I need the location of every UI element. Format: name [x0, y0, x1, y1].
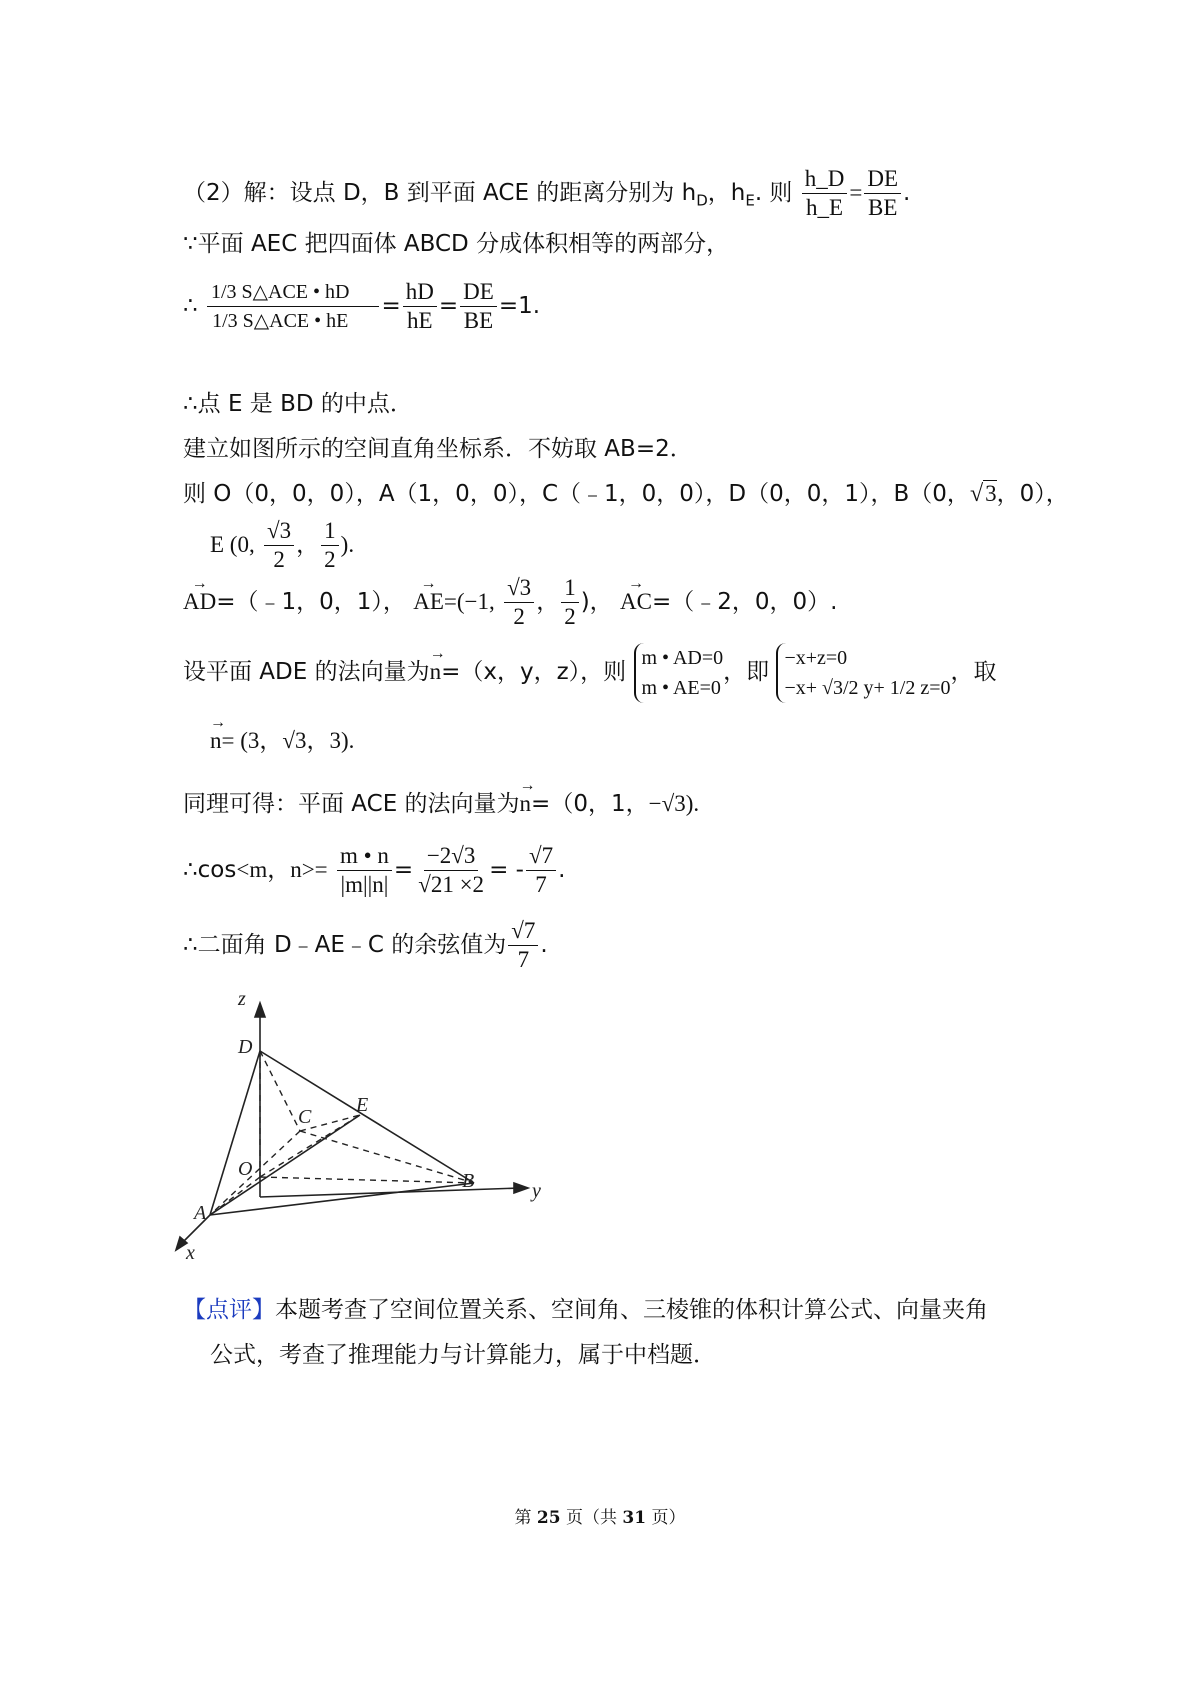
e-z-coord: $\frac{1}{2}$: [321, 517, 339, 574]
line-normal-ace: 同理可得：平面 ACE 的法向量为→ n=（0，1，−√3).: [183, 788, 699, 820]
line-coordinate-system: 建立如图所示的空间直角坐标系．不妨取 AB=2．: [183, 436, 693, 462]
comment-line-1: 【点评】本题考查了空间位置关系、空间角、三棱锥的体积计算公式、向量夹角: [183, 1297, 988, 1323]
line-normal-ade: 设平面 ADE 的法向量为→ n=（x，y，z），则 m • AD=0 m • AE=0 ，即 −x+z=0 −x+ √3/2 y+ 1/2 z=0 ，取: [183, 632, 997, 712]
line-cosine: ∴cos<m，n>= $\frac{m • n}{|m||n|}$ = $\frac{-2√3}{√21 \times 2}$ = - $\frac{√7}{7}$ .: [183, 843, 566, 897]
ratio-hd-he-2: $\frac{hD}{hE}$: [403, 278, 437, 335]
comment-tag: 【点评】: [183, 1297, 275, 1323]
line-midpoint: ∴点 E 是 BD 的中点．: [183, 391, 413, 417]
label-c: C: [298, 1106, 312, 1128]
system-equations: −x+z=0 −x+ √3/2 y+ 1/2 z=0: [776, 643, 950, 703]
line-volume-ratio: ∴ $\frac{\text{1/3 S△ACE • hD}}{\text{1/3 S△ACE • hE}}$ = $\frac{hD}{hE}$ = $\frac{DE}{BE}$ =1.: [183, 279, 541, 333]
label-x: x: [186, 1242, 195, 1264]
cos-value-fraction: $\frac{-2√3}{√21 \times 2}$: [418, 843, 485, 897]
label-o: O: [238, 1158, 253, 1180]
label-z: z: [238, 988, 246, 1010]
z-axis-arrow: [255, 1003, 265, 1017]
ratio-hd-he: $\frac{h\_D}{h\_E}$: [802, 165, 848, 222]
line-normal-value: → n= (3，√3，3).: [210, 725, 354, 757]
edge-db: [260, 1051, 474, 1183]
ae-y-coord: $\frac{√3}{2}$: [504, 574, 534, 631]
cos-fraction: $\frac{m • n}{|m||n|}$: [337, 842, 392, 899]
edge-da: [210, 1051, 260, 1215]
dihedral-fraction: $\frac{√7}{7}$: [508, 917, 538, 974]
line-solution-intro: （2）解：设点 D，B 到平面 ACE 的距离分别为 $h_D$，$h_E$. 则 $\frac{h\_D}{h\_E}$ = $\frac{DE}{BE}$ .: [183, 166, 911, 220]
page-footer: 第 25 页（共 31 页）: [514, 1508, 686, 1528]
line-point-e: E (0, $\frac{√3}{2}$ ， $\frac{1}{2}$ ).: [210, 518, 355, 572]
tetrahedron-figure: [170, 985, 590, 1265]
line-dihedral: ∴二面角 D﹣AE﹣C 的余弦值为 $\frac{√7}{7}$ .: [183, 918, 548, 972]
comment-line-2: 公式，考查了推理能力与计算能力，属于中档题．: [210, 1342, 716, 1368]
e-y-coord: $\frac{√3}{2}$: [264, 517, 294, 574]
line-points: 则 O（0，0，0），A（1，0，0），C（﹣1，0，0），D（0，0，1），B（0，√3，0），: [183, 481, 1069, 507]
system-dot-products: m • AD=0 m • AE=0: [634, 643, 724, 703]
cos-result-fraction: $\frac{√7}{7}$: [526, 842, 556, 899]
line-plane-aec: ∵平面 AEC 把四面体 ABCD 分成体积相等的两部分，: [183, 231, 730, 257]
ratio-de-be-2: $\frac{DE}{BE}$: [460, 278, 497, 335]
edge-ob: [260, 1177, 474, 1183]
ae-z-coord: $\frac{1}{2}$: [561, 574, 579, 631]
volume-fraction: $\frac{\text{1/3 S△ACE • hD}}{\text{1/3 S△ACE • hE}}$: [207, 278, 380, 335]
edge-cb: [300, 1131, 474, 1183]
label-b: B: [462, 1170, 475, 1192]
ratio-de-be: $\frac{DE}{BE}$: [864, 165, 901, 222]
y-axis-arrow: [514, 1183, 528, 1193]
label-y: y: [532, 1180, 541, 1202]
label-a: A: [194, 1202, 207, 1224]
label-d: D: [238, 1036, 253, 1058]
line-vectors: → AD=（﹣1，0，1）， → AE=(−1, $\frac{√3}{2}$ ， $\frac{1}{2}$ )， → AC=（﹣2，0，0）.: [183, 572, 837, 632]
label-e: E: [356, 1094, 369, 1116]
